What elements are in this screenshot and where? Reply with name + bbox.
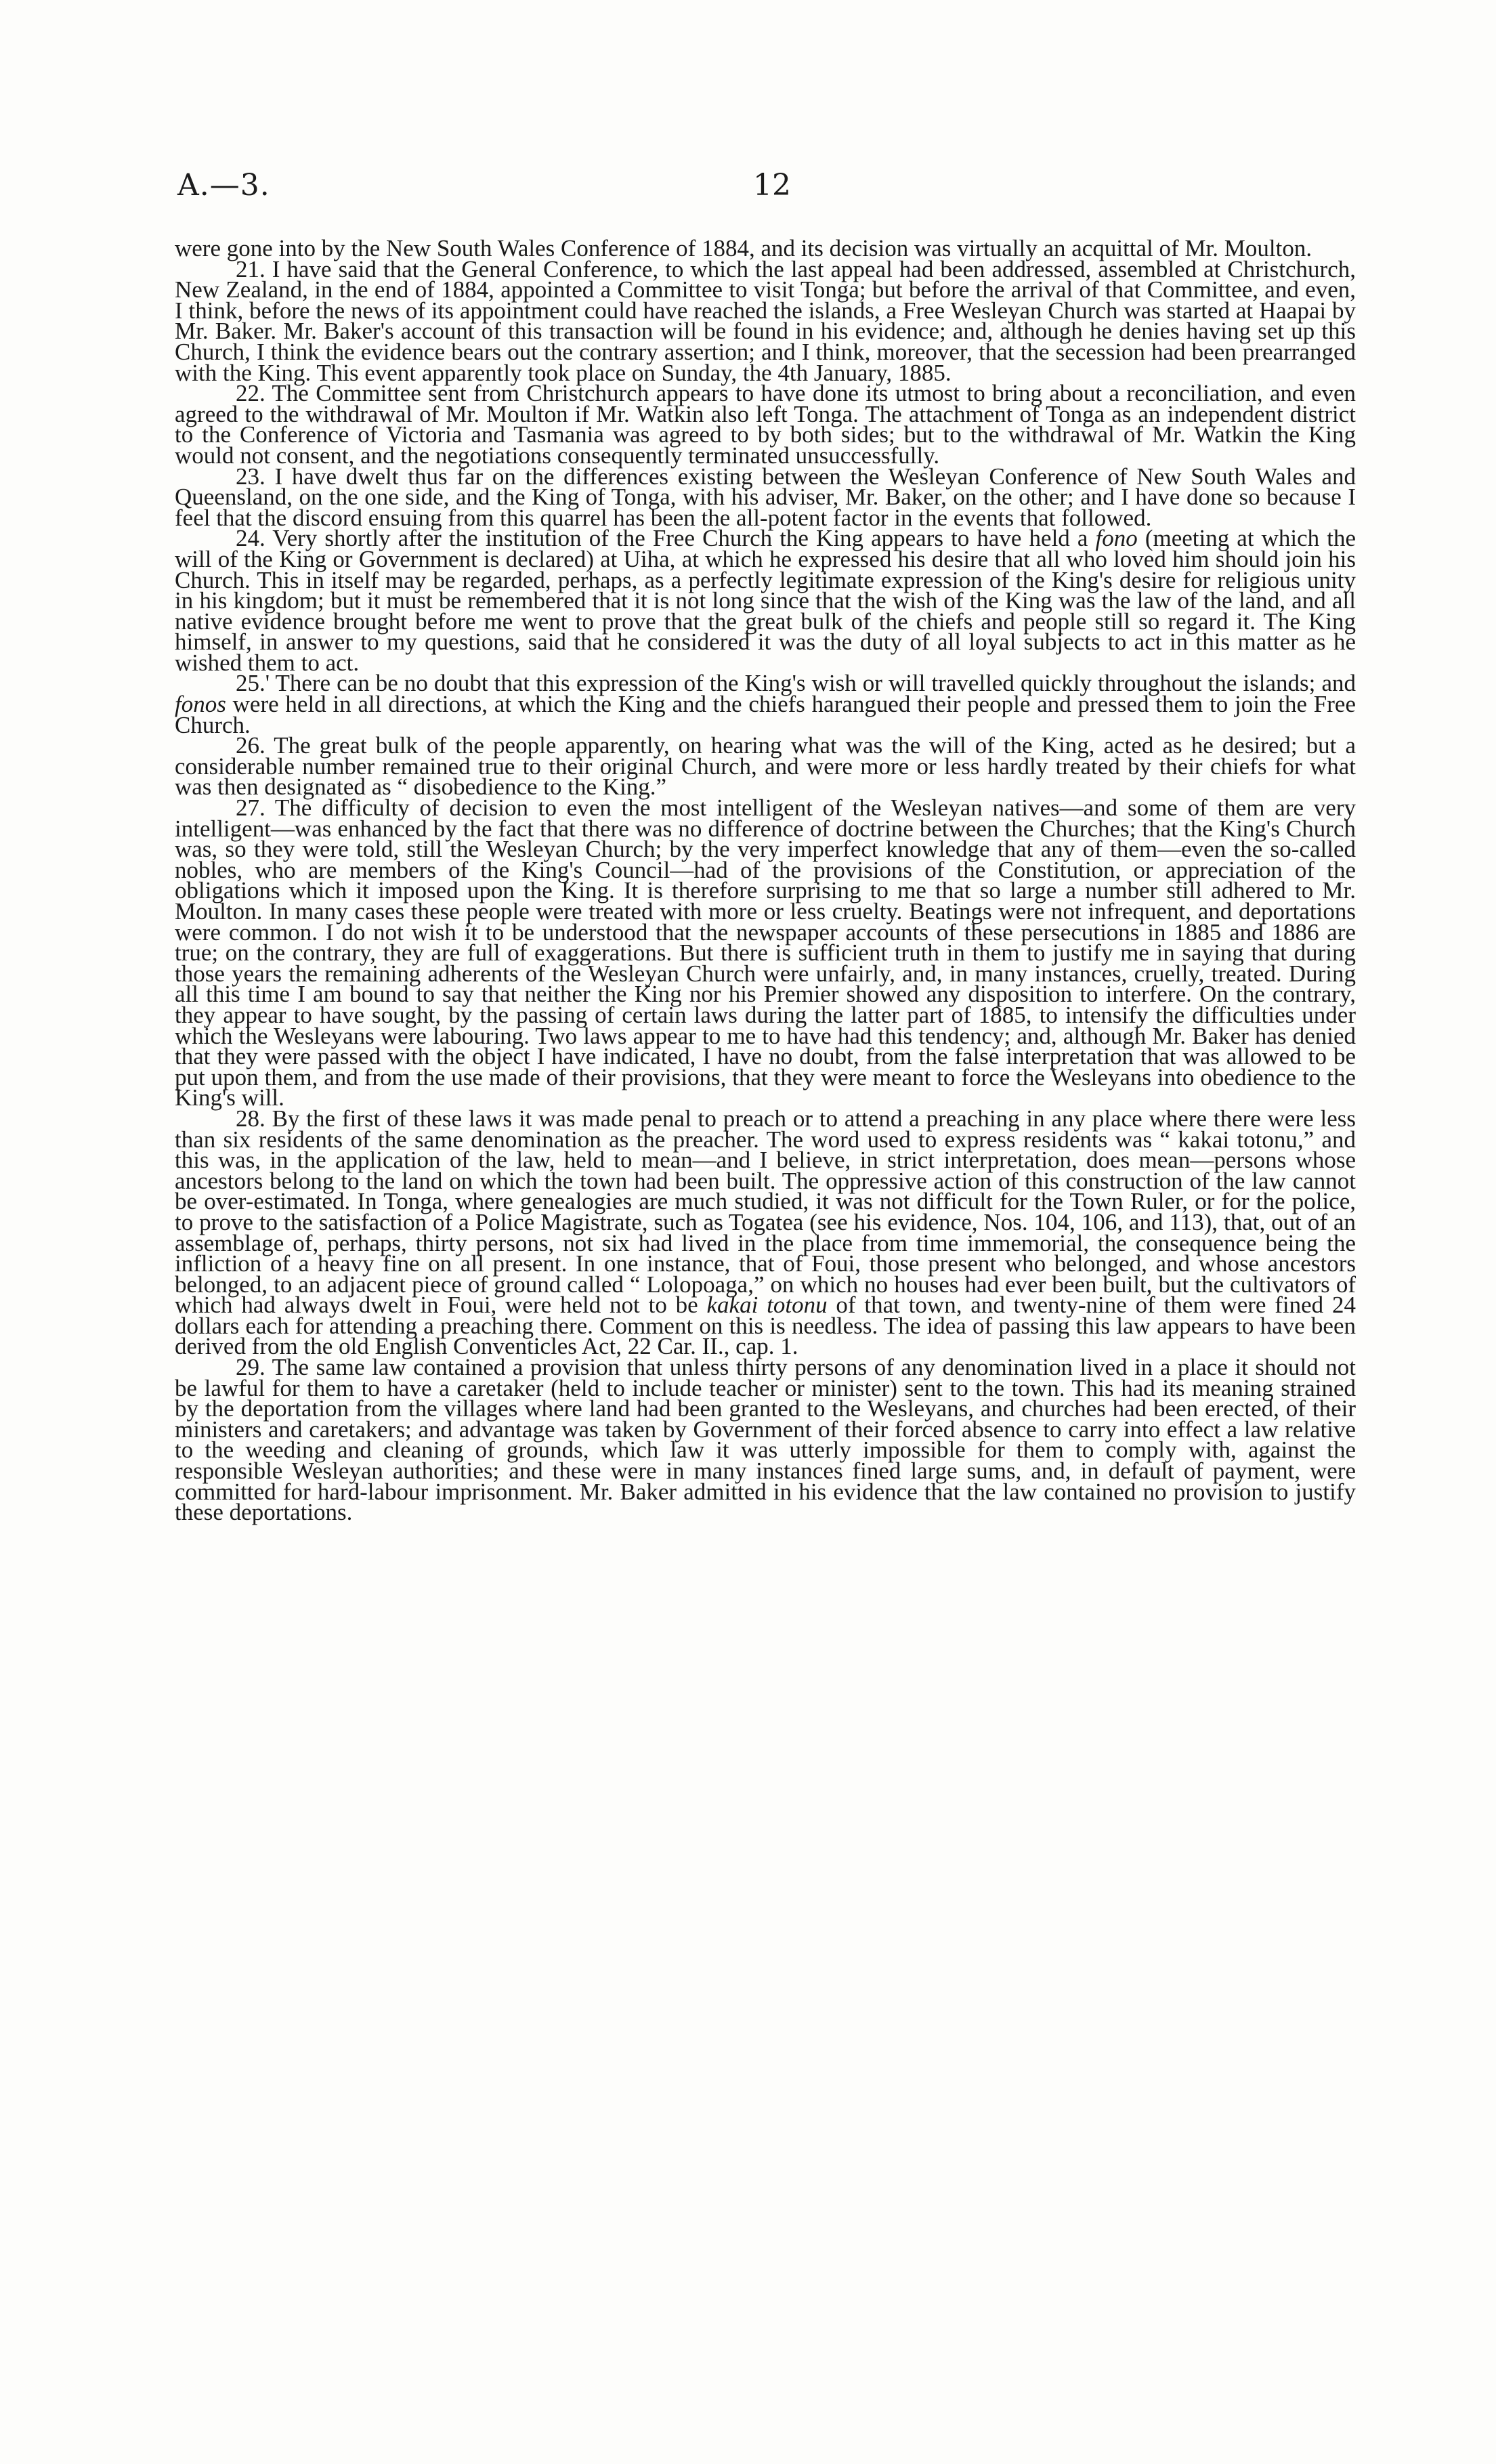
document-reference: A.—3. [177, 168, 270, 203]
body-text [175, 235, 1356, 1526]
paragraph-28-italic-term: kakai totonu [706, 1292, 828, 1319]
paragraph-28-text-a: 28. By the first of these laws it was made penal to preach or to attend a preaching in any place where there were less than six residents of the same denomination as the preacher. The word used to express residents was “ kakai totonu,” and this was, in the application of the law, held to mean—and I believe, in strict interpretation, does mean—persons whose ancestors belong to the land on which the town had been built. The oppressive action of this construction of the law cannot be over-estimated. In Tonga, where genealogies are much studied, it was not difficult for the Town Ruler, or for the police, to prove to the satisfaction of a Police Magistrate, such as Togatea (see his evidence, Nos. 104, 106, and 113), that, out of an assemblage of, perhaps, thirty persons, not six had lived in the place from time immemorial, the consequence being the infliction of a heavy fine on all present. In one instance, that of Foui, those present who belonged, and whose ancestors belonged, to an adjacent piece of ground called “ Lolopoaga,” on which no houses had ever been built, but the cultivators of which had always dwelt in Foui, were held not to be [175, 1105, 1356, 1319]
paragraph-23: 23. I have dwelt thus far on the differences existing between the Wesleyan Conference of New South Wales and Queensland, on the one side, and the King of Tonga, with his adviser, Mr. Baker, on the other; and I have done so because I feel that the discord ensuing from this quarrel has been the all-potent factor in the events that followed. [175, 463, 1356, 531]
paragraph-24-italic-term: fono [1095, 525, 1138, 552]
paragraph-22: 22. The Committee sent from Christchurch appears to have done its utmost to bring about a reconciliation, and even agreed to the withdrawal of Mr. Moulton if Mr. Watkin also left Tonga. The attachment of Tonga as an independent district to the Conference of Victoria and Tasmania was agreed to by both sides; but to the withdrawal of Mr. Watkin the King would not consent, and the negotiations consequently terminated unsuccessfully. [175, 380, 1356, 469]
paragraph-29: 29. The same law contained a provision that unless thirty persons of any denomination lived in a place it should not be lawful for them to have a caretaker (held to include teacher or minister) sent to the town. This had its meaning strained by the deportation from the villages where land had been granted to the Wesleyans, and churches had been erected, of their ministers and caretakers; and advantage was taken by Government of their forced absence to carry into effect a law relative to the weeding and cleaning of grounds, which law it was utterly impossible for them to comply with, against the responsible Wesleyan authorities; and these were in many instances fined large sums, and, in default of payment, were committed for hard-labour imprisonment. Mr. Baker admitted in his evidence that the law contained no provision to justify these deportations. [175, 1354, 1356, 1526]
paragraph-25 [175, 670, 1356, 738]
paragraph-25-text-b: were held in all directions, at which the King and the chiefs harangued their people and pressed them to join the Free Church. [175, 691, 1356, 738]
page-header [0, 168, 1496, 209]
paragraph-24-text-b: (meeting at which the will of the King or Government is declared) at Uiha, at which he expressed his desire that all who loved him should join his Church. This in itself may be regarded, perhaps, as a perfectly legitimate expression of the King's desire for religious unity in his kingdom; but it must be remembered that it is not long since that the wish of the King was the law of the land, and all native evidence brought before me went to prove that the great bulk of the chiefs and people still so regard it. The King himself, in answer to my questions, said that he considered it was the duty of all loyal subjects to act in this matter as he wished them to act. [175, 525, 1356, 676]
paragraph-continued: were gone into by the New South Wales Conference of 1884, and its decision was virtually an acquittal of Mr. Moulton. [175, 235, 1312, 261]
paragraph-25-text-a: 25.' There can be no doubt that this expression of the King's wish or will travelled quickly throughout the islands; and [236, 670, 1356, 697]
paragraph-28-text-b: of that town, and twenty-nine of them were fined 24 dollars each for attending a preaching there. Comment on this is needless. The idea of passing this law appears to have been derived from the old English Conventicles Act, 22 Car. II., cap. 1. [175, 1292, 1356, 1360]
paragraph-25-italic-term: fonos [175, 691, 226, 718]
page-number: 12 [753, 168, 791, 203]
paragraph-21: 21. I have said that the General Conference, to which the last appeal had been addressed, assembled at Christchurch, New Zealand, in the end of 1884, appointed a Committee to visit Tonga; but before the arrival of that Committee, and even, I think, before the news of its appointment could have reached the islands, a Free Wesleyan Church was started at Haapai by Mr. Baker. Mr. Baker's account of this transaction will be found in his evidence; and, although he denies having set up this Church, I think the evidence bears out the contrary assertion; and I think, moreover, that the secession had been prearranged with the King. This event apparently took place on Sunday, the 4th January, 1885. [175, 255, 1356, 386]
paragraph-24-text-a: 24. Very shortly after the institution of the Free Church the King appears to have held a [236, 525, 1096, 552]
paragraph-26: 26. The great bulk of the people apparently, on hearing what was the will of the King, acted as he desired; but a considerable number remained true to their original Church, and were more or less hardly treated by their chiefs for what was then designated as “ disobedience to the King.” [175, 732, 1356, 801]
paragraph-28 [175, 1105, 1356, 1360]
paragraph-27: 27. The difficulty of decision to even the most intelligent of the Wesleyan natives—and some of them are very intelligent—was enhanced by the fact that there was no difference of doctrine between the Churches; that the King's Church was, so they were told, still the Wesleyan Church; by the very imperfect knowledge that any of them—even the so-called nobles, who are members of the King's Council—had of the provisions of the Constitution, or appreciation of the obligations which it imposed upon the King. It is therefore surprising to me that so large a number still adhered to Mr. Moulton. In many cases these people were treated with more or less cruelty. Beatings were not infrequent, and deportations were common. I do not wish it to be understood that the newspaper accounts of these persecutions in 1885 and 1886 are true; on the contrary, they are full of exaggerations. But there is sufficient truth in them to justify me in saying that during those years the remaining adherents of the Wesleyan Church were unfairly, and, in many instances, cruelly, treated. During all this time I am bound to say that neither the King nor his Premier showed any disposition to interfere. On the contrary, they appear to have sought, by the passing of certain laws during the latter part of 1885, to intensify the difficulties under which the Wesleyans were labouring. Two laws appear to me to have had this tendency; and, although Mr. Baker has denied that they were passed with the object I have indicated, I have no doubt, from the false interpretation that was allowed to be put upon them, and from the use made of their provisions, that they were meant to force the Wesleyans into obedience to the King's will. [175, 794, 1356, 1111]
paragraph-24 [175, 525, 1356, 676]
